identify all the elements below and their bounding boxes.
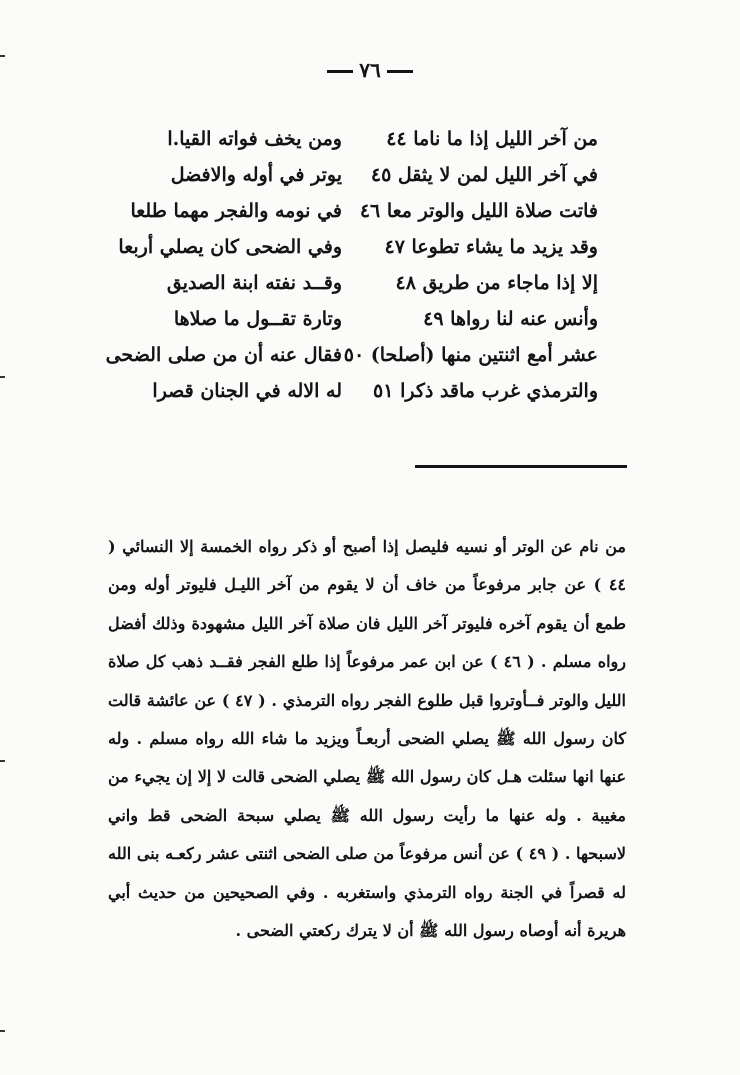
page-edge-mark bbox=[0, 1030, 5, 1032]
page-number-text: ٧٦ bbox=[359, 58, 381, 82]
verse-first-hemistich: في نومه والفجر مهما طلعا bbox=[130, 200, 342, 222]
verse-second-hemistich: إلا إذا ماجاء من طريق ٤٨ bbox=[395, 272, 598, 294]
verse-second-hemistich: من آخر الليل إذا ما ناما ٤٤ bbox=[386, 128, 598, 150]
verse-second-hemistich: فاتت صلاة الليل والوتر معا ٤٦ bbox=[359, 200, 598, 222]
section-divider bbox=[415, 465, 627, 468]
page-edge-mark bbox=[0, 55, 5, 57]
verse bbox=[0, 236, 740, 272]
verse bbox=[0, 200, 740, 236]
page-edge-mark bbox=[0, 376, 5, 378]
verse-first-hemistich: وقــد نفته ابنة الصديق bbox=[166, 272, 342, 294]
page-number-dash-right bbox=[387, 70, 413, 73]
verse bbox=[0, 272, 740, 308]
verse bbox=[0, 308, 740, 344]
verse-first-hemistich: له الاله في الجنان قصرا bbox=[152, 380, 342, 402]
commentary-text: من نام عن الوتر أو نسيه فليصل إذا أصبح أو ذكر رواه الخمسة إلا النسائي ( ٤٤ ) عن جابر مرفوعاً من خاف أن لا يقوم من آخر الليـل فليوتر أوله ومن طمع أن يقوم آخره فليوتر آخر الليل فان صلاة آخر الليل مشهودة وذلك أفضل رواه مسلم . ( ٤٦ ) عن ابن عمر مرفوعاً إذا طلع الفجر فقــد ذهب كل صلاة الليل والوتر فــأوتروا قبل طلوع الفجر رواه الترمذي . ( ٤٧ ) عن عائشة قالت كان رسول الله ﷺ يصلي الضحى أربعـاً ويزيد ما شاء الله رواه مسلم . وله عنها انها سئلت هـل كان رسول الله ﷺ يصلي الضحى قالت لا إلا إن يجيء من مغيبة . وله عنها ما رأيت رسول الله ﷺ يصلي سبحة الضحى قط واني لاسبحها . ( ٤٩ ) عن أنس مرفوعاً من صلى الضحى اثنتى عشر ركعـه بنى الله له قصراً في الجنة رواه الترمذي واستغربه . وفي الصحيحين من حديث أبي هريرة أنه أوصاه رسول الله ﷺ أن لا يترك ركعتي الضحى . bbox=[108, 537, 627, 941]
verse-first-hemistich: ومن يخف فواته القيا.ا bbox=[167, 128, 342, 150]
verse-second-hemistich: وأنس عنه لنا رواها ٤٩ bbox=[423, 308, 598, 330]
verse bbox=[0, 128, 740, 164]
verse-first-hemistich: يوتر في أوله والافضل bbox=[170, 164, 342, 186]
verse bbox=[0, 164, 740, 200]
verse-second-hemistich: وقد يزيد ما يشاء تطوعا ٤٧ bbox=[384, 236, 598, 258]
verse-first-hemistich: وفي الضحى كان يصلي أربعا bbox=[118, 236, 342, 258]
verse-second-hemistich: عشر أمع اثنتين منها (أصلحا) ٥٠ bbox=[343, 344, 598, 366]
page-edge-mark bbox=[0, 760, 5, 762]
page-number-dash-left bbox=[327, 70, 353, 73]
verse bbox=[0, 344, 740, 380]
verse bbox=[0, 380, 740, 416]
verse-second-hemistich: والترمذي غرب ماقد ذكرا ٥١ bbox=[373, 380, 598, 402]
verse-first-hemistich: فقال عنه أن من صلى الضحى bbox=[105, 344, 342, 366]
verse-second-hemistich: في آخر الليل لمن لا يثقل ٤٥ bbox=[370, 164, 598, 186]
page-number bbox=[0, 58, 740, 82]
commentary bbox=[108, 528, 626, 950]
verse-first-hemistich: وتارة تقــول ما صلاها bbox=[173, 308, 342, 330]
